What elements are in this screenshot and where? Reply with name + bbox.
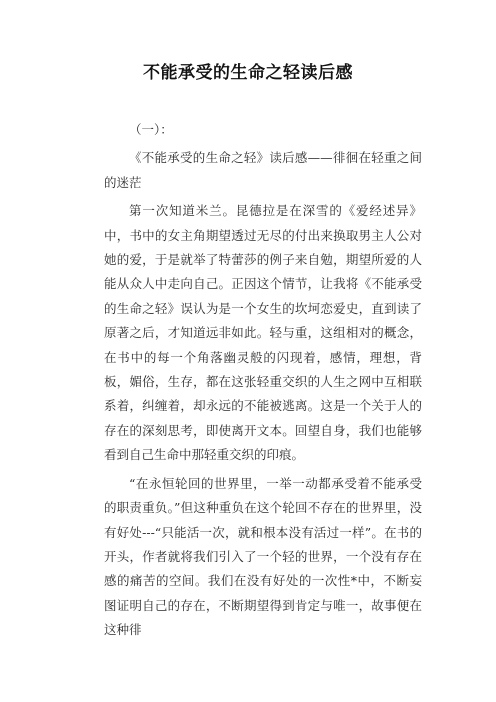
- paragraph-subtitle: 《不能承受的生命之轻》读后感——徘徊在轻重之间的迷茫: [104, 150, 422, 190]
- paragraph-section-marker: （一）：: [129, 122, 173, 137]
- document-title: 不能承受的生命之轻读后感: [143, 63, 353, 83]
- paragraph-body: “在永恒轮回的世界里，一举一动都承受着不能承受的职责重负。”但这种重负在这个轮回不存在的世界里，没有好处---“只能活一次，就和根本没有活过一样”。在书的开头，作者就将我们引入了一个轻的世界，一个没有存在感的痛苦的空间。我们在没有好处的一次性*中，不断妄图证明自己的存在，不断期望得到肯定与唯一，故事便在这种徘: [104, 475, 422, 638]
- document-body: [104, 118, 422, 647]
- paragraph-body: 第一次知道米兰。昆德拉是在深雪的《爱经述异》中，书中的女主角期望透过无尽的付出来换取男主人公对她的爱，于是就举了特蕾莎的例子来自勉，期望所爱的人能从众人中走向自己。正因这个情节，让我将《不能承受的生命之轻》误认为是一个女生的坎坷恋爱史，直到读了原著之后，才知道远非如此。轻与重，这组相对的概念，在书中的每一个角落幽灵般的闪现着，感情，理想，背板，媚俗，生存，都在这张轻重交织的人生之网中互相联系着，纠缠着，却永远的不能被逃离。这是一个关于人的存在的深刻思考，即使离开文本。回望自身，我们也能够看到自己生命中那轻重交织的印痕。: [104, 203, 422, 463]
